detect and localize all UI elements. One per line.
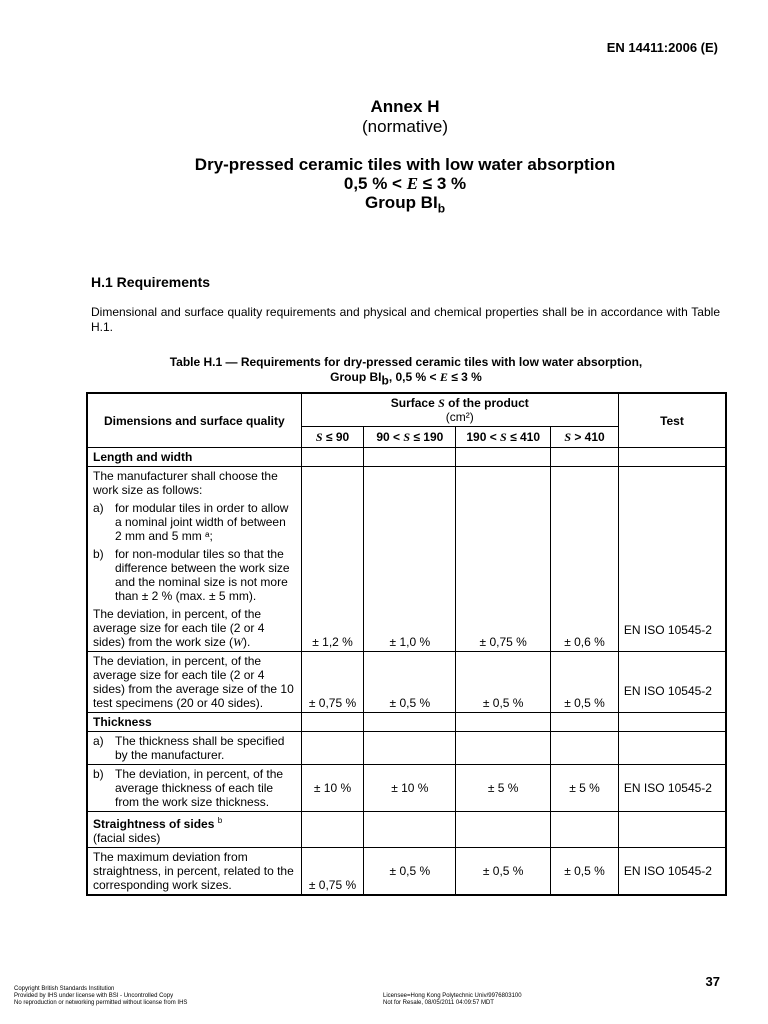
header-test: Test	[618, 393, 726, 448]
table-caption: Table H.1 — Requirements for dry-pressed ceramic tiles with low water absorption, Group $BI_b$, 0,5 % < E ≤ 3 %	[169, 355, 643, 388]
annex-label: Annex H	[370, 97, 440, 116]
thickness-s3: ± 5 %	[456, 765, 551, 812]
straightness-s2: ± 0,5 %	[364, 848, 456, 896]
subheader-s3: 190 < S ≤ 410	[456, 427, 551, 448]
table-header-row	[87, 393, 726, 427]
subheader-s2: 90 < S ≤ 190	[364, 427, 456, 448]
annex-type: (normative)	[362, 117, 448, 136]
requirements-table	[86, 392, 727, 896]
length-dev2-description: The deviation, in percent, of the average size for each tile (2 or 4 sides) from the average size of the 10 test specimens (20 or 40 sides).	[87, 652, 301, 713]
thickness-s2: ± 10 %	[364, 765, 456, 812]
table-row	[87, 652, 726, 713]
length-dev2-s1: ± 0,75 %	[301, 652, 364, 713]
thickness-s1: ± 10 %	[301, 765, 364, 812]
straightness-test: EN ISO 10545-2	[618, 848, 726, 896]
length-dev1-s3: ± 0,75 %	[456, 467, 551, 652]
table-row	[87, 448, 726, 467]
section-thickness: Thickness	[87, 713, 301, 732]
length-dev2-test: EN ISO 10545-2	[618, 652, 726, 713]
straightness-s1: ± 0,75 %	[301, 848, 364, 896]
header-dimensions: Dimensions and surface quality	[87, 393, 301, 448]
thickness-s4: ± 5 %	[551, 765, 619, 812]
annex-title: Dry-pressed ceramic tiles with low water absorption	[194, 155, 616, 174]
page-number: 37	[705, 974, 720, 989]
thickness-b: b) The deviation, in percent, of the average thickness of each tile from the work size thickness.	[87, 765, 301, 812]
length-dev1-test: EN ISO 10545-2	[618, 467, 726, 652]
annex-range: 0,5 % < E ≤ 3 %	[343, 174, 467, 193]
section-straightness: Straightness of sides $^b$ (facial sides)	[87, 812, 301, 848]
table-row	[87, 713, 726, 732]
annex-heading	[0, 97, 768, 218]
table-row	[87, 732, 726, 765]
length-dev1-s4: ± 0,6 %	[551, 467, 619, 652]
length-dev1-s1: ± 1,2 %	[301, 467, 364, 652]
standard-reference: EN 14411:2006 (E)	[606, 40, 718, 55]
table-row	[87, 812, 726, 848]
table-row	[87, 848, 726, 896]
footer-license: Licensee=Hong Kong Polytechnic Univ/9976803100 Not for Resale, 08/05/2011 04:09:57 MDT	[383, 993, 522, 1006]
length-dev1-s2: ± 1,0 %	[364, 467, 456, 652]
subheader-s1: S ≤ 90	[301, 427, 364, 448]
section-heading: H.1 Requirements	[91, 274, 211, 290]
straightness-description: The maximum deviation from straightness, in percent, related to the corresponding work sizes.	[87, 848, 301, 896]
length-dev2-s2: ± 0,5 %	[364, 652, 456, 713]
section-paragraph: Dimensional and surface quality requirements and physical and chemical properties shall be in accordance with Table H.1.	[91, 305, 720, 334]
footer-copyright: Copyright British Standards Institution Provided by IHS under license with BSI - Uncontrolled Copy No reproduction or networking permitted without license from IHS	[14, 986, 188, 1006]
table-row	[87, 765, 726, 812]
header-surface: Surface S of the product (cm²)	[301, 393, 618, 427]
annex-group: Group $BI_b$	[364, 193, 446, 216]
table-row	[87, 467, 726, 652]
length-dev2-s4: ± 0,5 %	[551, 652, 619, 713]
straightness-s3: ± 0,5 %	[456, 848, 551, 896]
straightness-s4: ± 0,5 %	[551, 848, 619, 896]
length-dev2-s3: ± 0,5 %	[456, 652, 551, 713]
thickness-a: a) The thickness shall be specified by the manufacturer.	[87, 732, 301, 765]
thickness-test: EN ISO 10545-2	[618, 765, 726, 812]
section-length: Length and width	[87, 448, 301, 467]
length-description: The manufacturer shall choose the work size as follows: a) for modular tiles in order to allow a nominal joint width of between 2 mm and 5 mm ᵃ; b) for non-modular tiles so that the difference between the work size and the nominal size is not more than ± 2 % (max. ± 5 mm). The deviation, in percent, of the average size for each tile (2 or 4 sides) from the work size (W).	[87, 467, 301, 652]
subheader-s4: S > 410	[551, 427, 619, 448]
